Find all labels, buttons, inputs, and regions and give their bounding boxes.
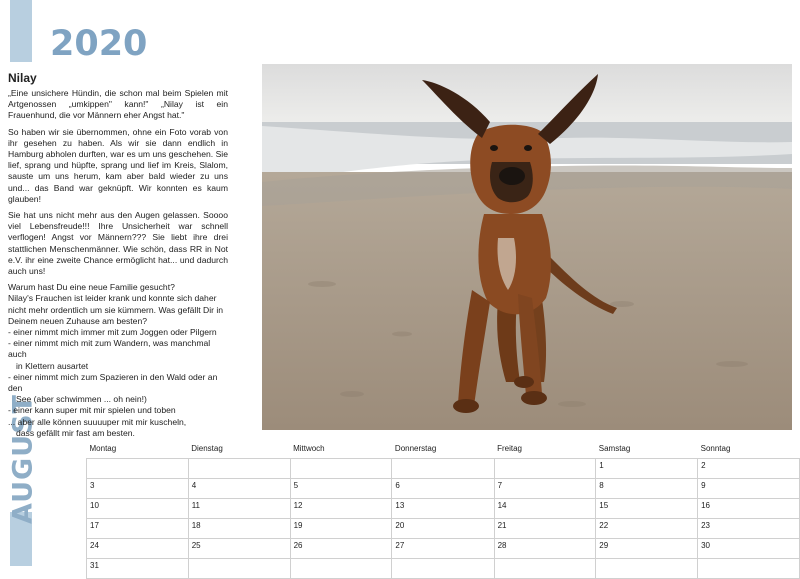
qa-line: - einer nimmt mich zum Spazieren in den Wald oder an den xyxy=(8,371,218,394)
day-cell: 19 xyxy=(290,519,392,539)
calendar-week-row xyxy=(87,499,800,519)
calendar-week-row xyxy=(87,559,800,579)
qa-line: ... aber alle können suuuuper mit mir kuscheln, xyxy=(8,416,187,427)
day-cell: 10 xyxy=(87,499,189,519)
qa-line: - einer nimmt mich mit zum Wandern, was manchmal auch xyxy=(8,338,211,360)
day-cell: 4 xyxy=(188,479,290,499)
weekday-header: Dienstag xyxy=(191,444,223,453)
day-cell: 1 xyxy=(596,459,698,479)
weekday-header: Donnerstag xyxy=(394,444,437,453)
day-cell: 24 xyxy=(87,539,189,559)
story-paragraph: Sie hat uns nicht mehr aus den Augen gelassen. Soooo viel Lebensfreude!!! Ihre Unsicherheit war schnell verflogen! Angst vor Männern??? Sie liebt ihre drei stattlichen Menschenmänner. Wie schön, dass RR in Not e.V. ihr eine zweite Chance ermöglicht hat... und dadurch auch uns! xyxy=(8,210,228,277)
calendar-week-row xyxy=(87,459,800,479)
day-cell: 30 xyxy=(698,539,800,559)
day-cell: 9 xyxy=(698,479,800,499)
dog-name-heading: Nilay xyxy=(8,71,37,85)
qa-line: See (aber schwimmen ... oh nein!) xyxy=(16,394,147,405)
day-cell: 8 xyxy=(596,479,698,499)
day-cell: 3 xyxy=(87,479,189,499)
day-cell: 2 xyxy=(698,459,800,479)
qa-line: dass gefällt mir fast am besten. xyxy=(16,427,135,438)
weekday-header: Montag xyxy=(89,444,117,453)
day-cell: 21 xyxy=(494,519,596,539)
day-cell xyxy=(596,559,698,579)
day-cell xyxy=(494,459,596,479)
day-cell: 16 xyxy=(698,499,800,519)
qa-line: - einer kann super mit mir spielen und toben xyxy=(8,405,176,416)
day-cell xyxy=(290,459,392,479)
day-cell: 31 xyxy=(87,559,189,579)
month-label: AUGUST xyxy=(7,394,39,524)
story-text xyxy=(8,88,228,439)
day-cell: 6 xyxy=(392,479,494,499)
day-cell xyxy=(494,559,596,579)
day-cell: 23 xyxy=(698,519,800,539)
day-cell xyxy=(188,459,290,479)
day-cell: 13 xyxy=(392,499,494,519)
weekday-header-row xyxy=(87,442,800,459)
day-cell xyxy=(188,559,290,579)
weekday-header: Samstag xyxy=(598,444,631,453)
day-cell: 28 xyxy=(494,539,596,559)
weekday-header: Sonntag xyxy=(700,444,731,453)
day-cell: 18 xyxy=(188,519,290,539)
day-cell: 26 xyxy=(290,539,392,559)
year-heading: 2020 xyxy=(50,24,148,64)
day-cell: 20 xyxy=(392,519,494,539)
calendar-week-row xyxy=(87,479,800,499)
day-cell: 7 xyxy=(494,479,596,499)
day-cell: 22 xyxy=(596,519,698,539)
story-paragraph: „Eine unsichere Hündin, die schon mal beim Spielen mit Artgenossen „umkippen" kann!" „Nilay ist ein Frauenhund, die vor Männern eher Angst hat." xyxy=(8,88,228,121)
calendar-week-row xyxy=(87,539,800,559)
day-cell: 15 xyxy=(596,499,698,519)
day-cell: 27 xyxy=(392,539,494,559)
day-cell xyxy=(392,459,494,479)
qa-block xyxy=(8,282,228,439)
story-paragraph: So haben wir sie übernommen, ohne ein Foto vorab von ihr gesehen zu haben. Als wir sie dann endlich in Hamburg abholen durften, war es um uns geschehen. Sie lief, sprang und hüpfte, sprang und lief im Kreis, Slalom, sauste um uns herum, kam aber bald wieder zu uns und... das Band war geknüpft. Wir konnten es kaum glauben! xyxy=(8,126,228,204)
qa-line: in Klettern ausartet xyxy=(16,360,89,371)
day-cell: 12 xyxy=(290,499,392,519)
day-cell: 29 xyxy=(596,539,698,559)
day-cell xyxy=(392,559,494,579)
weekday-header: Mittwoch xyxy=(293,444,325,453)
day-cell: 5 xyxy=(290,479,392,499)
accent-stripe-top xyxy=(10,0,32,62)
day-cell xyxy=(698,559,800,579)
day-cell xyxy=(290,559,392,579)
day-cell xyxy=(87,459,189,479)
calendar-week-row xyxy=(87,519,800,539)
qa-line: Nilay's Frauchen ist leider krank und konnte sich daher nicht mehr ordentlich um sie kümmern. Was gefällt Dir in Deinem neuen Zuhause am besten? xyxy=(8,293,224,326)
day-cell: 25 xyxy=(188,539,290,559)
weekday-header: Freitag xyxy=(497,444,522,453)
day-cell: 11 xyxy=(188,499,290,519)
qa-line: Warum hast Du eine neue Familie gesucht? xyxy=(8,282,175,293)
qa-line: - einer nimmt mich immer mit zum Joggen oder Pilgern xyxy=(8,327,217,338)
dog-on-beach-photo xyxy=(262,64,792,430)
day-cell: 17 xyxy=(87,519,189,539)
calendar-grid xyxy=(86,442,800,579)
day-cell: 14 xyxy=(494,499,596,519)
photo-illustration xyxy=(262,64,792,430)
